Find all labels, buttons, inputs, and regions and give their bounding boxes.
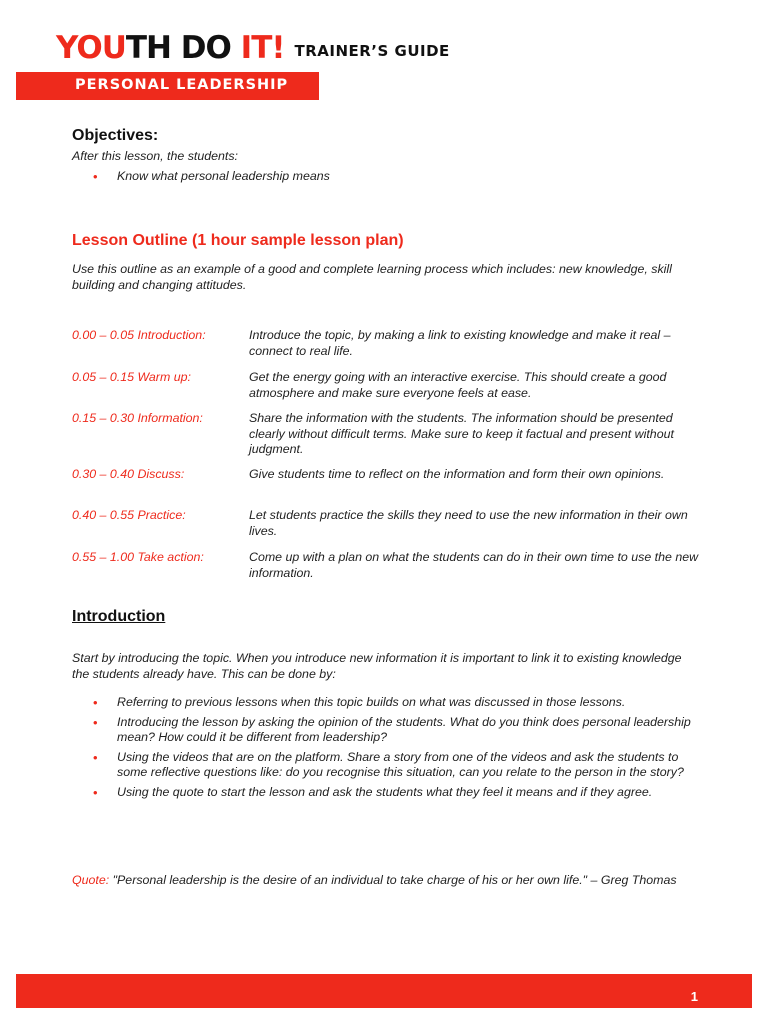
objectives-title: Objectives:: [72, 127, 159, 144]
logo: [56, 30, 284, 66]
introduction-text: Start by introducing the topic. When you introduce new information it is important to link it to existing knowledge the students already have. This can be done by:: [72, 651, 682, 681]
introduction-list: [72, 695, 692, 800]
objectives-intro: After this lesson, the students:: [72, 149, 238, 163]
logo-part-you: YOU: [56, 30, 126, 66]
list-item: • Using the quote to start the lesson and ask the students what they feel it means and if they agree.: [72, 785, 692, 801]
outline-row-desc: Share the information with the students. The information should be presented clearly without difficult terms. Make sure to keep it factual and present without judgment.: [249, 411, 674, 456]
list-item: • Using the videos that are on the platform. Share a story from one of the videos and ask the students to some reflective questions like: do you recognise this situation, can you relate to the person in the story?: [72, 750, 692, 781]
page-header: [56, 26, 450, 66]
outline-row: [72, 508, 702, 539]
topic-banner: [16, 72, 319, 100]
logo-part-do: DO: [180, 30, 231, 66]
outline-row-desc: Let students practice the skills they need to use the new information in their own lives.: [249, 508, 688, 538]
list-item: • Introducing the lesson by asking the opinion of the students. What do you think does personal leadership mean? How could it be different from leadership?: [72, 715, 692, 746]
page-number: 1: [690, 989, 698, 1004]
outline-row-time: 0.55 – 1.00 Take action:: [72, 550, 204, 564]
outline-intro: Use this outline as an example of a good and complete learning process which includes: new knowledge, skill building and changing attitudes.: [72, 262, 672, 292]
page-footer: [16, 974, 752, 1008]
quote-text: "Personal leadership is the desire of an individual to take charge of his or her own life." – Greg Thomas: [109, 873, 677, 887]
outline-row: [72, 550, 702, 581]
outline-row-time: 0.15 – 0.30 Information:: [72, 411, 203, 425]
outline-row-desc: Get the energy going with an interactive exercise. This should create a good atmosphere and make sure everyone feels at ease.: [249, 370, 667, 400]
outline-title: Lesson Outline (1 hour sample lesson plan): [72, 232, 404, 249]
guide-subtitle: TRAINER’S GUIDE: [294, 42, 450, 60]
outline-row-time: 0.40 – 0.55 Practice:: [72, 508, 186, 522]
outline-row-desc: Come up with a plan on what the students can do in their own time to use the new information.: [249, 550, 699, 580]
introduction-title: Introduction: [72, 608, 166, 625]
outline-row: [72, 370, 702, 401]
outline-row-time: 0.00 – 0.05 Introduction:: [72, 328, 206, 342]
topic-banner-label: PERSONAL LEADERSHIP: [75, 77, 289, 93]
outline-row: [72, 328, 702, 359]
outline-row-desc: Give students time to reflect on the information and form their own opinions.: [249, 467, 665, 481]
logo-part-it: IT!: [240, 30, 285, 66]
objective-item: • Know what personal leadership means: [72, 169, 702, 185]
quote: [72, 873, 692, 889]
outline-row: [72, 411, 702, 458]
outline-row-desc: Introduce the topic, by making a link to existing knowledge and make it real – connect to real life.: [249, 328, 671, 358]
list-item: • Referring to previous lessons when this topic builds on what was discussed in those lessons.: [72, 695, 692, 711]
outline-row-time: 0.05 – 0.15 Warm up:: [72, 370, 191, 384]
objectives-section: [72, 127, 702, 184]
outline-row: [72, 467, 702, 483]
outline-row-time: 0.30 – 0.40 Discuss:: [72, 467, 185, 481]
logo-part-th: TH: [125, 30, 171, 66]
quote-label: Quote:: [72, 873, 110, 887]
